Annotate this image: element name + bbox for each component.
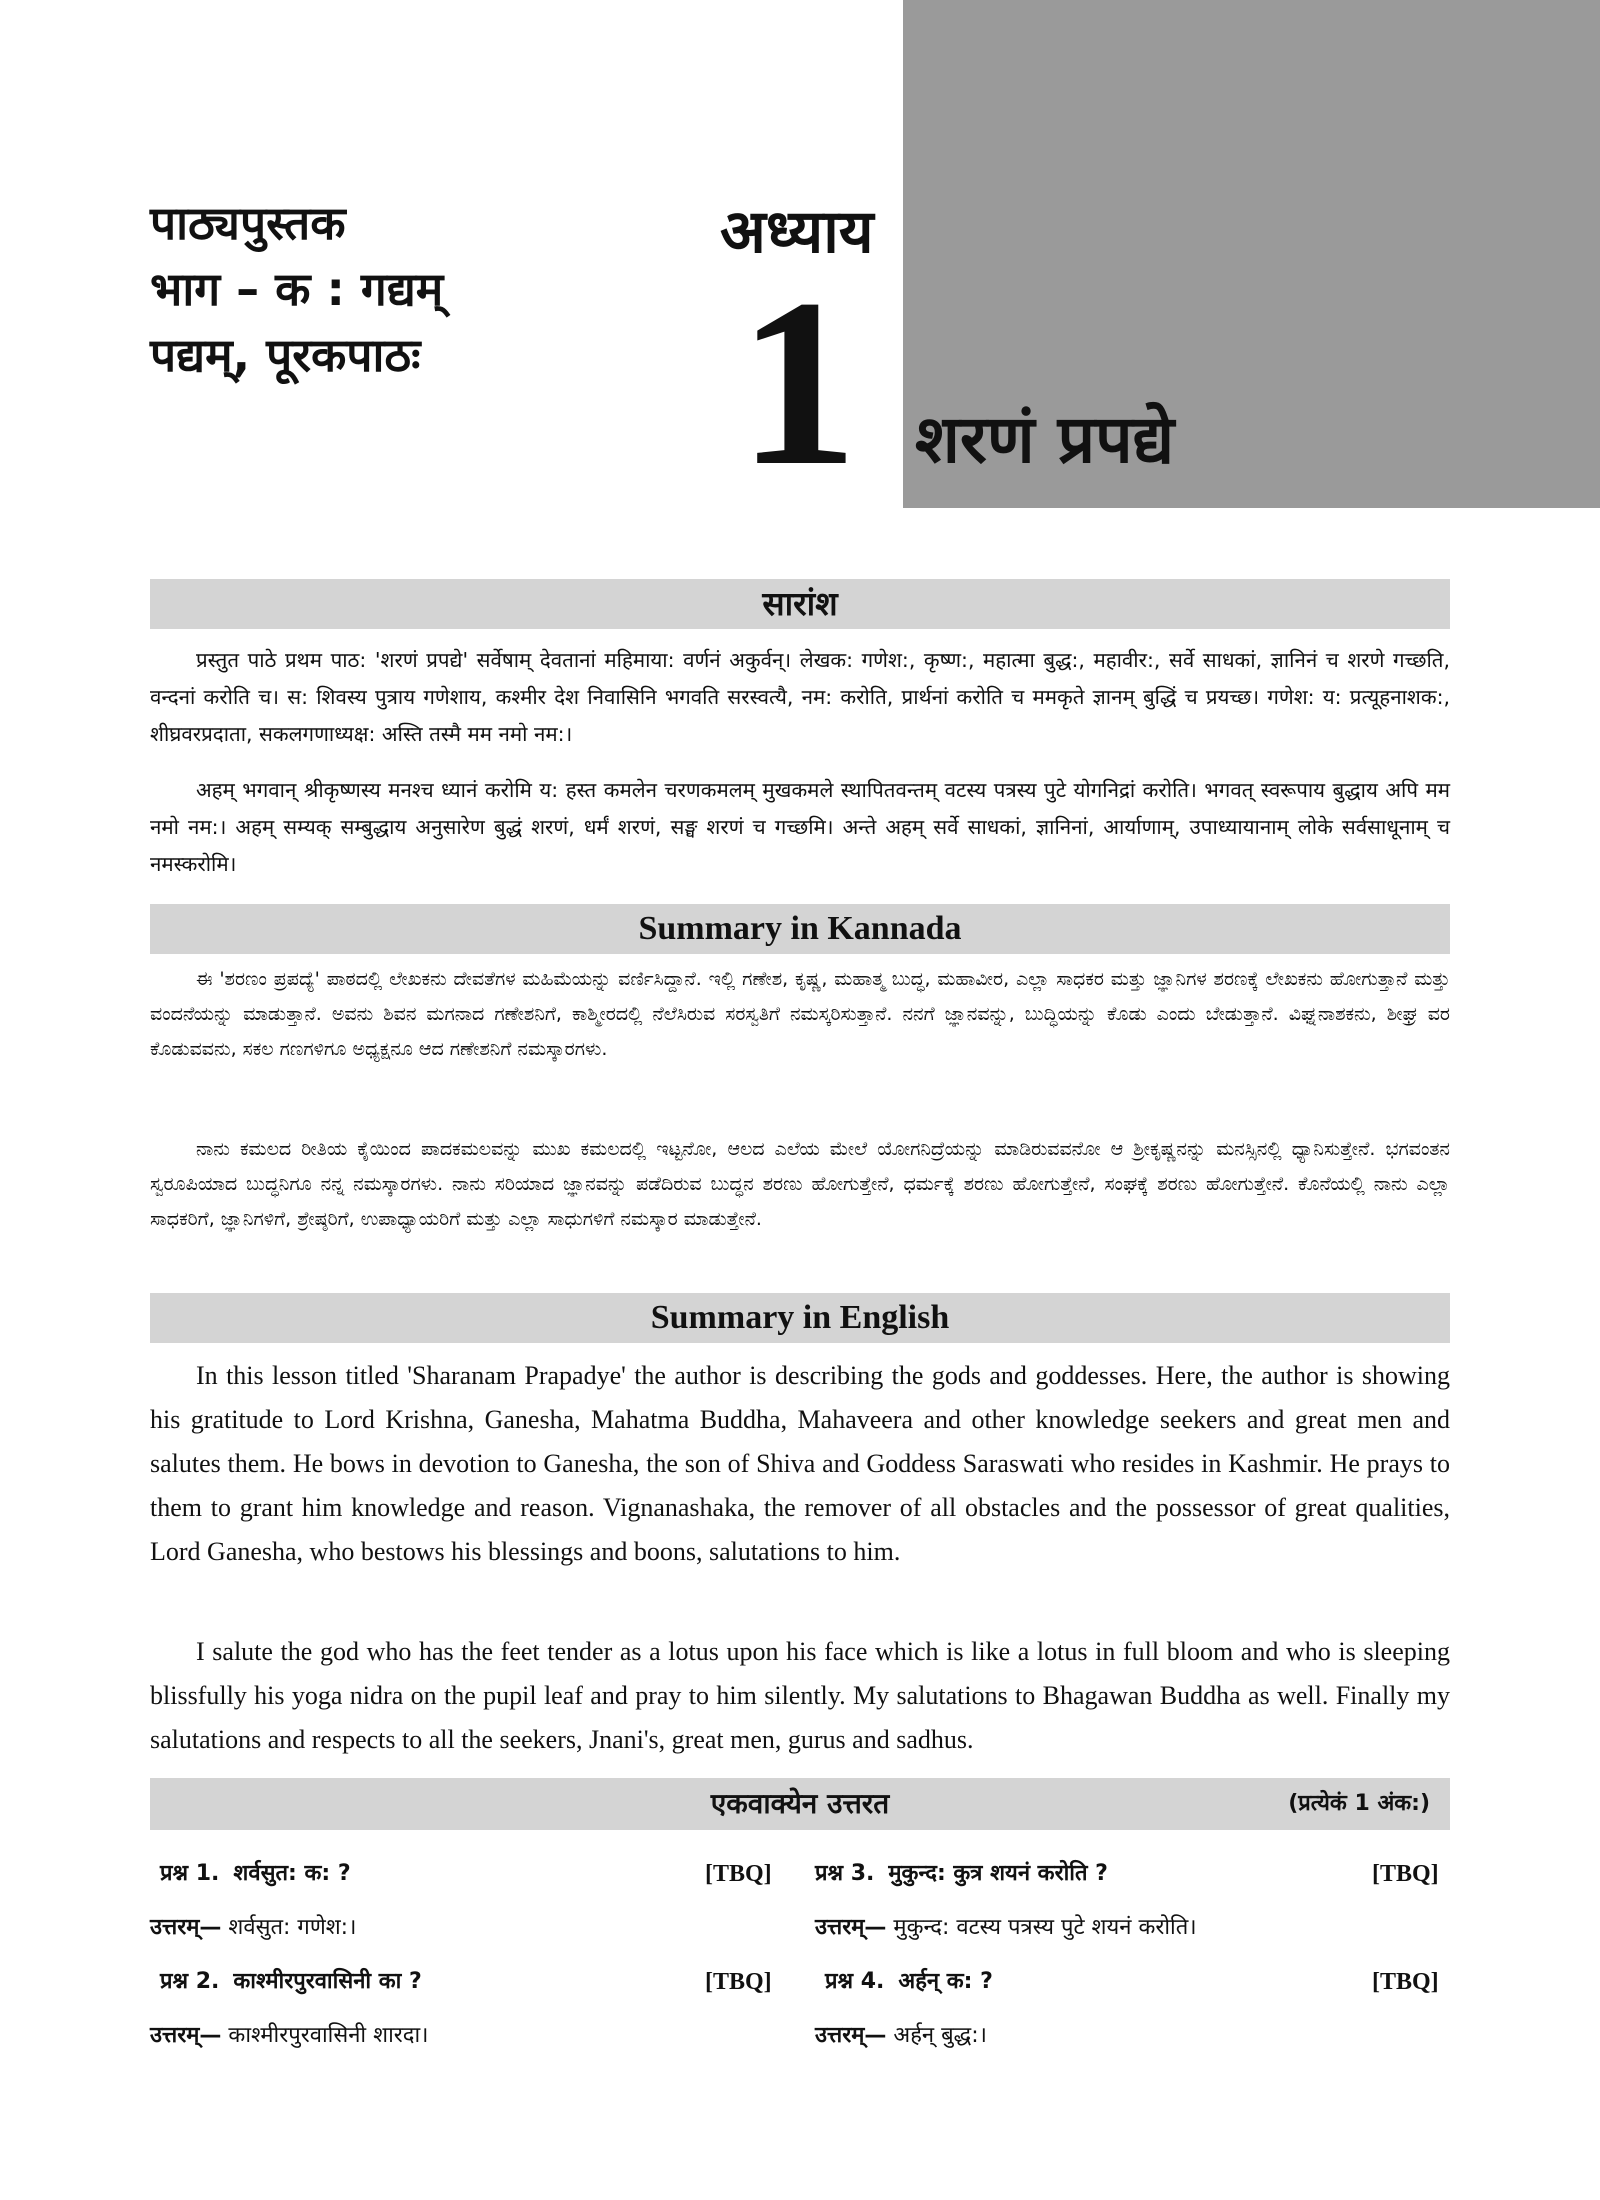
question-4-label: प्रश्न 4. (825, 1969, 885, 1994)
summary-kannada-paragraph-1: ಈ 'ಶರಣಂ ಪ್ರಪದ್ಯೆ' ಪಾಠದಲ್ಲಿ ಲೇಖಕನು ದೇವತೆಗಳ ಮಹಿಮೆಯನ್ನು ವರ್ಣಿಸಿದ್ದಾನೆ. ಇಲ್ಲಿ ಗಣೇಶ, ಕೃಷ್ಣ, ಮಹಾತ್ಮ ಬುದ್ಧ, ಮಹಾವೀರ, ಎಲ್ಲಾ ಸಾಧಕರ ಮತ್ತು ಜ್ಞಾನಿಗಳ ಶರಣಕ್ಕೆ ಲೇಖಕನು ಹೋಗುತ್ತಾನೆ ಮತ್ತು ವಂದನೆಯನ್ನು ಮಾಡುತ್ತಾನೆ. ಅವನು ಶಿವನ ಮಗನಾದ ಗಣೇಶನಿಗೆ, ಕಾಶ್ಮೀರದಲ್ಲಿ ನೆಲೆಸಿರುವ ಸರಸ್ವತಿಗೆ ನಮಸ್ಕರಿಸುತ್ತಾನೆ. ನನಗೆ ಜ್ಞಾನವನ್ನು, ಬುದ್ಧಿಯನ್ನು ಕೊಡು ಎಂದು ಬೇಡುತ್ತಾನೆ. ವಿಘ್ನನಾಶಕನು, ಶೀಘ್ರ ವರ ಕೊಡುವವನು, ಸಕಲ ಗಣಗಳಿಗೂ ಅಧ್ಯಕ್ಷನೂ ಆದ ಗಣೇಶನಿಗೆ ನಮಸ್ಕಾರಗಳು. (150, 968, 1450, 1060)
question-4 (825, 1966, 993, 1998)
summary-hindi-paragraph-2: अहम् भगवान् श्रीकृष्णस्य मनश्च ध्यानं करोमि य: हस्त कमलेन चरणकमलम् मुखकमले स्थापितवन्तम् वटस्य पत्रस्य पुटे योगनिद्रां करोति। भगवत् स्वरूपाय बुद्धाय अपि मम नमो नम:। अहम् सम्यक् सम्बुद्धाय अनुसारेण बुद्धं शरणं, धर्मं शरणं, सङ्घ शरणं च गच्छमि। अन्ते अहम् सर्वे साधकां, ज्ञानिनां, आर्याणाम्, उपाध्यायानाम् लोके सर्वसाधूनाम् च नमस्करोमि। (150, 778, 1450, 876)
question-1-label: प्रश्न 1. (160, 1861, 220, 1886)
summary-hindi-paragraph-1: प्रस्तुत पाठे प्रथम पाठ: 'शरणं प्रपद्ये' सर्वेषाम् देवतानां महिमाया: वर्णनं अकुर्वन्। लेखक: गणेश:, कृष्ण:, महात्मा बुद्ध:, महावीर:, सर्वे साधकां, ज्ञानिनं च शरणे गच्छति, वन्दनां करोति च। स: शिवस्य पुत्राय गणेशाय, कश्मीर देश निवासिनि भगवति सरस्वत्यै, नम: करोति, प्रार्थनां करोति च ममकृते ज्ञानम् बुद्धिं च प्रयच्छ। गणेश: य: प्रत्यूहनाशक:, शीघ्रवरप्रदाता, सकलगणाध्यक्ष: अस्ति तस्मै मम नमो नम:। (150, 648, 1450, 746)
question-3-label: प्रश्न 3. (815, 1861, 875, 1886)
question-1 (160, 1858, 351, 1890)
question-3-tag: [TBQ] (1372, 1861, 1439, 1887)
qa-section-heading (150, 1778, 1450, 1830)
answer-3-label: उत्तरम्— (815, 1915, 887, 1940)
question-2 (160, 1966, 422, 1998)
answer-4 (815, 2020, 987, 2052)
question-1-text: शर्वसुत: क: ? (233, 1861, 351, 1886)
answer-1-label: उत्तरम्— (150, 1915, 222, 1940)
chapter-label: अध्याय (720, 197, 874, 267)
qa-section-marks: (प्रत्येकं 1 अंक:) (1288, 1791, 1430, 1816)
question-3-text: मुकुन्द: कुत्र शयनं करोति ? (888, 1861, 1108, 1886)
summary-english-paragraph-1: In this lesson titled 'Sharanam Prapadye' the author is describing the gods and goddesses. Here, the author is showing his gratitude to Lord Krishna, Ganesha, Mahatma Buddha, Mahaveera and other knowledge seekers and great men and salutes them. He bows in devotion to Ganesha, the son of Shiva and Goddess Saraswati who resides in Kashmir. He prays to them to grant him knowledge and reason. Vignanashaka, the remover of all obstacles and the possessor of great qualities, Lord Ganesha, who bestows his blessings and boons, salutations to him. (150, 1361, 1450, 1566)
qa-section-title: एकवाक्येन उत्तरत (710, 1787, 890, 1820)
chapter-title: शरणं प्रपद्ये (915, 401, 1175, 478)
chapter-number: 1 (738, 249, 858, 515)
summary-kannada-paragraph-2: ನಾನು ಕಮಲದ ರೀತಿಯ ಕೈಯಿಂದ ಪಾದಕಮಲವನ್ನು ಮುಖ ಕಮಲದಲ್ಲಿ ಇಟ್ಟನೋ, ಆಲದ ಎಲೆಯ ಮೇಲೆ ಯೋಗನಿದ್ರೆಯನ್ನು ಮಾಡಿರುವವನೋ ಆ ಶ್ರೀಕೃಷ್ಣನನ್ನು ಮನಸ್ಸಿನಲ್ಲಿ ಧ್ಯಾನಿಸುತ್ತೇನೆ. ಭಗವಂತನ ಸ್ವರೂಪಿಯಾದ ಬುದ್ಧನಿಗೂ ನನ್ನ ನಮಸ್ಕಾರಗಳು. ನಾನು ಸರಿಯಾದ ಜ್ಞಾನವನ್ನು ಪಡೆದಿರುವ ಬುದ್ಧನ ಶರಣು ಹೋಗುತ್ತೇನೆ, ಧರ್ಮಕ್ಕೆ ಶರಣು ಹೋಗುತ್ತೇನೆ, ಸಂಘಕ್ಕೆ ಶರಣು ಹೋಗುತ್ತೇನೆ. ಕೊನೆಯಲ್ಲಿ ನಾನು ಎಲ್ಲಾ ಸಾಧಕರಿಗೆ, ಜ್ಞಾನಿಗಳಿಗೆ, ಶ್ರೇಷ್ಠರಿಗೆ, ಉಪಾಧ್ಯಾಯರಿಗೆ ಮತ್ತು ಎಲ್ಲಾ ಸಾಧುಗಳಿಗೆ ನಮಸ್ಕಾರ ಮಾಡುತ್ತೇನೆ. (150, 1138, 1450, 1230)
question-3 (815, 1858, 1108, 1890)
answer-4-label: उत्तरम्— (815, 2023, 887, 2048)
book-title-line-2: भाग – क : गद्यम् (150, 262, 444, 316)
answer-2-text: काश्मीरपुरवासिनी शारदा। (228, 2023, 429, 2048)
summary-english-paragraph-2: I salute the god who has the feet tender as a lotus upon his face which is like a lotus in full bloom and who is sleeping blissfully his yoga nidra on the pupil leaf and pray to him silently. My salutations to Bhagawan Buddha as well. Finally my salutations and respects to all the seekers, Jnani's, great men, gurus and sadhus. (150, 1637, 1450, 1754)
answer-1-text: शर्वसुत: गणेश:। (228, 1915, 357, 1940)
question-1-tag: [TBQ] (705, 1861, 772, 1887)
answer-1 (150, 1912, 356, 1944)
summary-english-heading: Summary in English (150, 1293, 1450, 1343)
question-2-text: काश्मीरपुरवासिनी का ? (233, 1969, 422, 1994)
answer-2-label: उत्तरम्— (150, 2023, 222, 2048)
question-4-text: अर्हन् क: ? (898, 1969, 993, 1994)
book-title (150, 190, 590, 388)
question-4-tag: [TBQ] (1372, 1969, 1439, 1995)
question-2-tag: [TBQ] (705, 1969, 772, 1995)
answer-4-text: अर्हन् बुद्ध:। (893, 2023, 988, 2048)
summary-kannada-heading: Summary in Kannada (150, 904, 1450, 954)
book-title-line-3: पद्यम्, पूरकपाठः (150, 328, 421, 382)
answer-3-text: मुकुन्द: वटस्य पत्रस्य पुटे शयनं करोति। (893, 1915, 1197, 1940)
book-title-line-1: पाठ्यपुस्तक (150, 196, 346, 250)
summary-hindi-heading: सारांश (150, 579, 1450, 629)
answer-2 (150, 2020, 429, 2052)
answer-3 (815, 1912, 1197, 1944)
question-2-label: प्रश्न 2. (160, 1969, 220, 1994)
